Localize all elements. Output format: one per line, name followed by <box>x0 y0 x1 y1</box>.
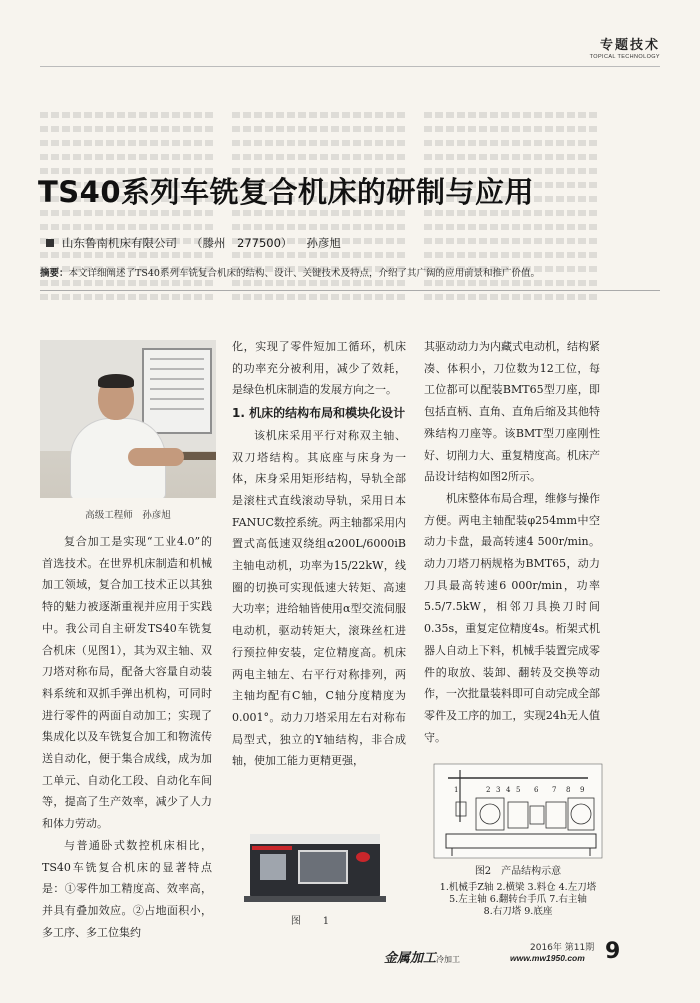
legend-line: 1.机械手Z轴 2.横梁 3.料仓 4.左刀塔 <box>439 882 597 893</box>
callout-number: 6 <box>534 786 539 794</box>
legend-line: 5.左主轴 6.翻转台手爪 7.右主轴 <box>449 894 587 905</box>
magazine-url[interactable]: www.mw1950.com <box>510 953 585 963</box>
abstract-text: 本文详细阐述了TS40系列车铣复合机床的结构、设计、关键技术及特点，介绍了其广阔的应用前景和推广价值。 <box>68 268 540 279</box>
figure-1-caption: 图 1 <box>290 916 336 927</box>
section-name: 专题技术 <box>599 38 660 53</box>
show-through-text <box>40 112 215 312</box>
figure-1-machine-photo <box>238 826 390 906</box>
column-2 <box>232 336 406 772</box>
byline <box>46 235 355 251</box>
callout-number: 3 <box>496 786 501 794</box>
legend-line: 8.右刀塔 9.底座 <box>483 906 553 917</box>
section-heading: 1. 机床的结构布局和模块化设计 <box>232 406 406 421</box>
callout-number: 9 <box>580 786 585 794</box>
brand-logo-icon <box>356 852 370 862</box>
author-photo <box>40 340 216 498</box>
abstract <box>40 265 660 279</box>
paragraph: 复合加工是实现“工业4.0”的首选技术。在世界机床制造和机械加工领域，复合加工技术正以其独特的魅力被逐渐重视并应用于实践中。我公司自主研发TS40车铣复合机床（见图1），其为双主轴、双刀塔对称布局，配备大容量自动装料系统和双抓手弹出机构，可同时进行零件的两面自动加工；实现了集成化以及车铣复合加工和物流传送自动化，便于集合成线，成为加工单元、自动化工段、自动化车间等，提高了生产效率，减少了人力和体力劳动。 <box>42 535 212 831</box>
paragraph: 机床整体布局合理，维修与操作方便。两电主轴配装φ254mm中空动力卡盘，最高转速4 500r/min。动力刀塔刀柄规格为BMT65，动力刀具最高转速6 000r/min，功率5.5/7.5kW，相邻刀具换刀时间0.35s，重复定位精度4s。桁架式机器人自动上下料，机械手装置完成零件的取放、装卸、翻转及交换等动作，一次批量装料即可自动完成全部零件及工序的加工，实现24h无人值守。 <box>424 491 600 744</box>
paragraph: 与普通卧式数控机床相比，TS40车铣复合机床的显著特点是：①零件加工精度高、效率高，并具有叠加效应。②占地面积小，多工序、多工位集约 <box>42 838 212 939</box>
abstract-label: 摘要： <box>40 268 69 279</box>
photo-caption: 高级工程师 孙彦旭 <box>85 510 171 521</box>
figure-2-legend <box>430 882 606 918</box>
author-name: 孙彦旭 <box>306 236 341 250</box>
section-tag <box>590 34 660 60</box>
brand-name: 金属加工 <box>384 951 437 966</box>
page-number: 9 <box>605 939 621 964</box>
whiteboard <box>142 348 212 434</box>
paragraph: 化，实现了零件短加工循环，机床的功率充分被利用，减少了效耗，是绿色机床制造的发展方向之一。 <box>232 340 406 397</box>
paragraph: 该机床采用平行对称双主轴、双刀塔结构。其底座与床身为一体，床身采用矩形结构，导轨全部是滚柱式直线滚动导轨，采用日本FANUC数控系统。两主轴都采用内置式高低速双绕组α200L/6000iB主轴电动机，功率为15/22kW，线圈的切换可实现低速大转矩、高速大功率；进给轴皆使用α型交流伺服电动机，驱动转矩大，滚珠丝杠进行预拉伸安装，定位精度高。机床两电主轴左、右平行对称排列，两主轴均配有C轴，C轴分度精度为0.001°。动力刀塔采用左右对称布局型式，独立的Y轴结构，非合成轴，使加工能力更精更强， <box>232 428 406 768</box>
figure-2-structure-diagram <box>430 762 606 860</box>
abstract-rule <box>40 290 660 291</box>
author-organization: 山东鲁南机床有限公司 <box>62 236 177 250</box>
issue-number: 2016年 第11期 <box>530 943 595 953</box>
callout-number: 5 <box>516 786 521 794</box>
show-through-text <box>424 112 599 312</box>
show-through-text <box>232 112 407 312</box>
brand-sub: 冷加工 <box>436 955 461 964</box>
article-title: TS40系列车铣复合机床的研制与应用 <box>38 175 535 209</box>
callout-number: 7 <box>552 786 557 794</box>
column-1 <box>42 531 212 943</box>
header-rule <box>40 66 660 67</box>
column-3 <box>424 336 600 748</box>
callout-number: 4 <box>506 786 511 794</box>
author-location: （滕州 277500） <box>191 236 293 250</box>
callout-number: 8 <box>566 786 571 794</box>
callout-number: 2 <box>486 786 491 794</box>
paragraph: 其驱动动力为内藏式电动机，结构紧凑、体积小，刀位数为12工位，每工位都可以配装BMT65型刀座，即包括直柄、直角、直角后缩及其他特殊结构刀座等。该BMT型刀座刚性好、切削力大、重复精度高。机床产品设计结构如图2所示。 <box>424 340 600 484</box>
section-name-en: TOPICAL TECHNOLOGY <box>589 54 660 60</box>
figure-2-caption: 图2 产品结构示意 <box>474 866 562 877</box>
magazine-brand <box>384 947 460 966</box>
square-bullet-icon <box>46 239 54 247</box>
callout-number: 1 <box>454 786 459 794</box>
